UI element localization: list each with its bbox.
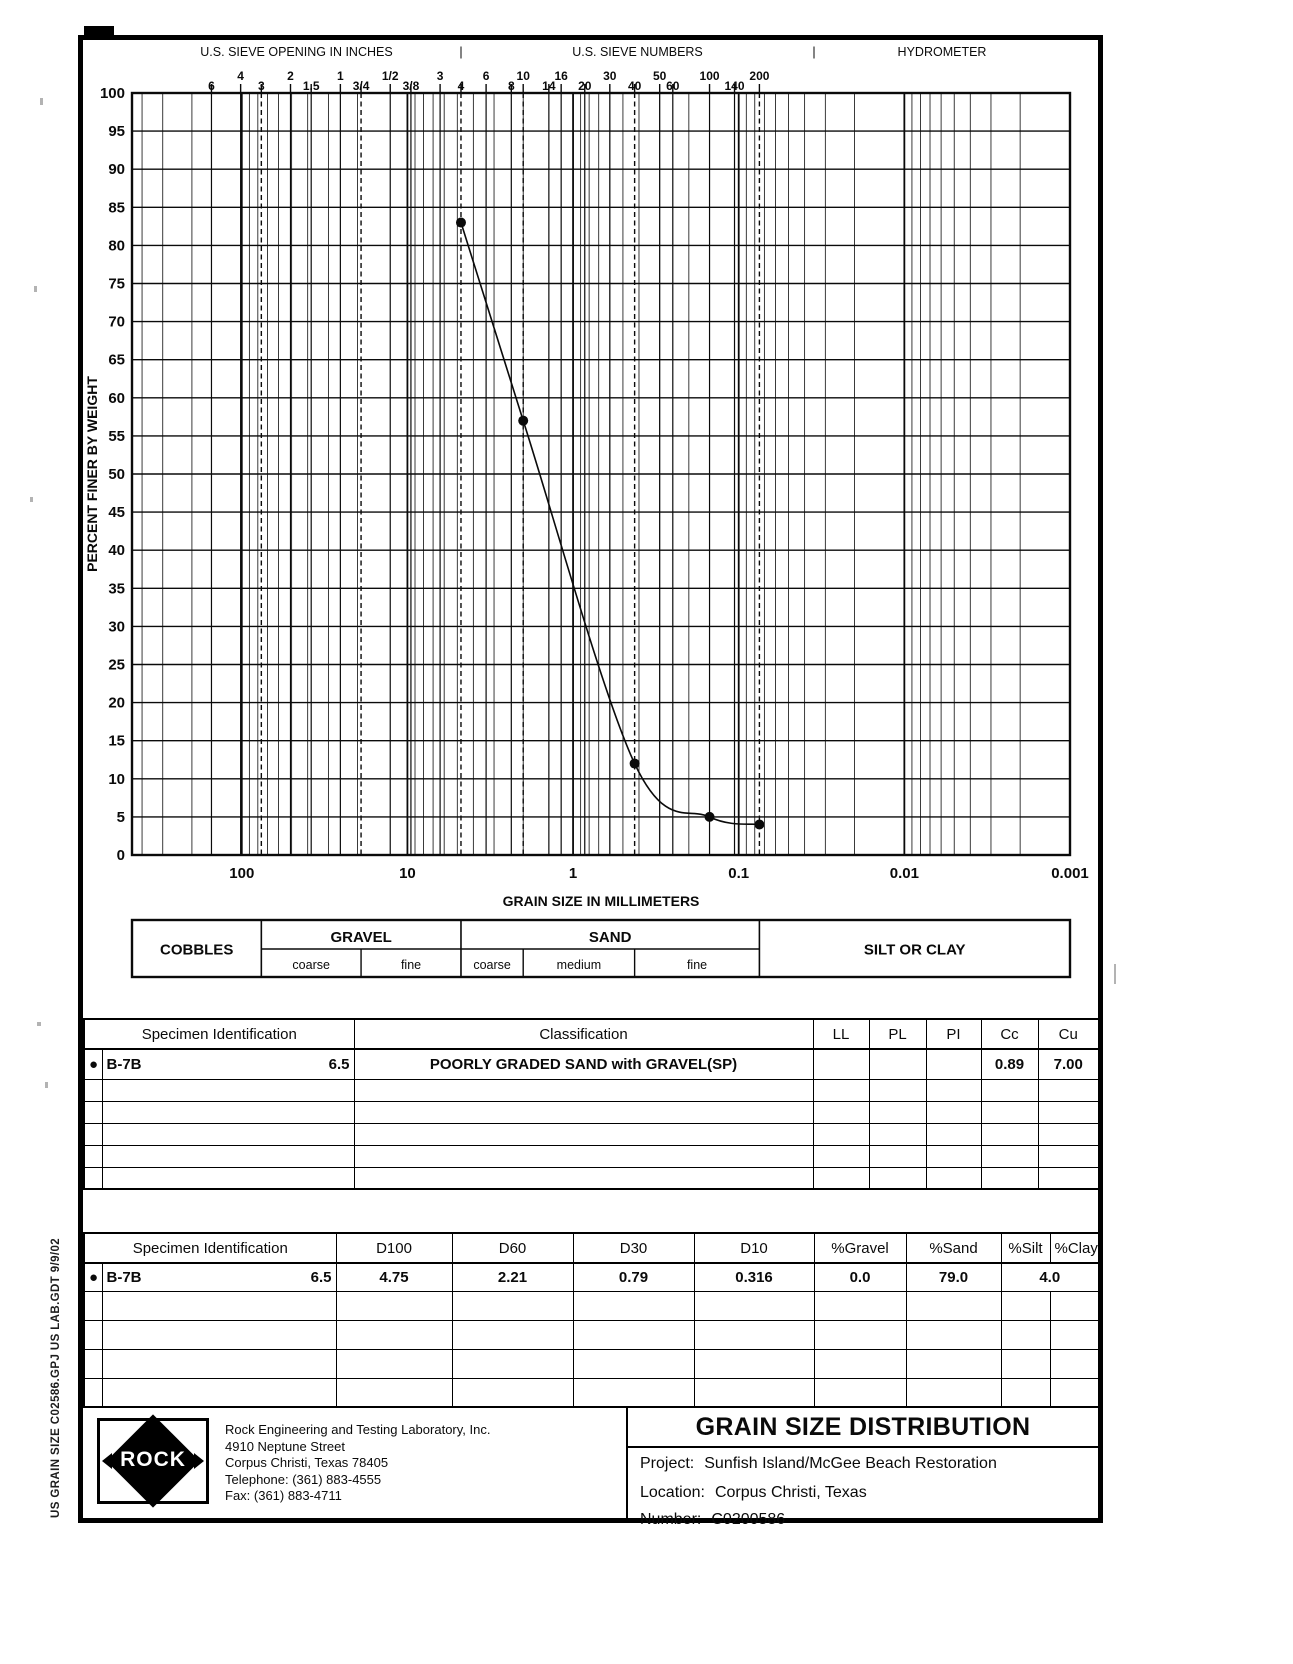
empty-cell [102,1145,354,1167]
empty-cell [102,1167,354,1189]
empty-cell [102,1349,336,1378]
empty-table-row [84,1101,1099,1123]
y-tick-label: 95 [108,123,125,141]
empty-table-row [84,1320,1099,1349]
cu-value: 7.00 [1038,1049,1099,1079]
y-tick-label: 70 [108,313,125,331]
empty-cell [694,1320,814,1349]
empty-cell [926,1167,981,1189]
sieve-tick-label: 140 [724,79,745,93]
project-value: Sunfish Island/McGee Beach Restoration [704,1455,997,1472]
empty-cell [869,1079,926,1101]
empty-cell [813,1145,869,1167]
empty-cell [926,1145,981,1167]
empty-cell [813,1167,869,1189]
col-d30: D30 [573,1233,694,1263]
sieve-tick-label: 6 [208,79,215,93]
col-classification: Classification [354,1019,813,1049]
company-block [83,1408,628,1518]
empty-cell [84,1079,102,1101]
cc-value: 0.89 [981,1049,1038,1079]
d100-value: 4.75 [336,1263,452,1291]
col-d60: D60 [452,1233,573,1263]
x-tick-label: 100 [229,865,255,882]
size-band-label: GRAVEL [330,929,392,946]
empty-cell [1038,1167,1099,1189]
empty-cell [814,1349,906,1378]
empty-cell [102,1101,354,1123]
sieve-tick-label: 3 [257,79,265,93]
empty-cell [1050,1320,1099,1349]
company-address [225,1422,490,1505]
logo-text: ROCK [120,1448,186,1472]
fines-percent-value: 4.0 [1001,1263,1099,1291]
empty-cell [336,1291,452,1320]
x-tick-label: 0.001 [1051,865,1089,882]
scan-artifact [30,497,33,502]
empty-cell [573,1378,694,1407]
sieve-tick-label: 200 [749,69,770,83]
title-block [83,1406,1098,1528]
data-point-marker [518,416,528,426]
empty-cell [573,1320,694,1349]
y-tick-label: 30 [108,618,125,636]
data-point-marker [456,218,466,228]
empty-cell [869,1167,926,1189]
company-telephone: Telephone: (361) 883-4555 [225,1471,382,1487]
y-tick-label: 90 [108,161,125,179]
empty-table-row [84,1291,1099,1320]
y-tick-label: 35 [108,580,125,598]
header-hydrometer-label: HYDROMETER [897,45,987,59]
col-d10: D10 [694,1233,814,1263]
x-tick-label: 0.01 [889,865,919,882]
empty-cell [981,1123,1038,1145]
empty-cell [981,1167,1038,1189]
header-sieve-numbers-label: U.S. SIEVE NUMBERS [572,45,703,59]
empty-cell [814,1291,906,1320]
sieve-tick-label: 1.5 [302,79,320,93]
empty-table-row [84,1145,1099,1167]
col-cc: Cc [981,1019,1038,1049]
classification-value: POORLY GRADED SAND with GRAVEL(SP) [354,1049,813,1079]
y-tick-label: 40 [108,542,125,560]
empty-cell [102,1291,336,1320]
page-title: GRAIN SIZE DISTRIBUTION [695,1413,1031,1441]
empty-cell [102,1123,354,1145]
empty-cell [813,1123,869,1145]
size-band-label: COBBLES [159,941,234,959]
edge-filename-text: US GRAIN SIZE C02586.GPJ US LAB.GDT 9/9/02 [50,1237,62,1518]
y-tick-label: 60 [108,389,125,407]
data-point-marker [754,820,764,830]
x-tick-label: 10 [399,865,416,882]
sieve-tick-label: 8 [507,79,515,93]
location-label: Location: [640,1484,705,1501]
company-street: 4910 Neptune Street [225,1438,345,1454]
ll-value [813,1049,869,1079]
header-separator: | [459,45,463,59]
sieve-tick-label: 4 [457,79,465,93]
empty-cell [694,1378,814,1407]
pl-value [869,1049,926,1079]
project-label: Project: [640,1455,695,1472]
sieve-tick-label: 2 [287,69,294,83]
empty-cell [1038,1079,1099,1101]
empty-cell [981,1079,1038,1101]
location-field [640,1484,867,1502]
col-ll: LL [813,1019,869,1049]
col-cu: Cu [1038,1019,1099,1049]
sieve-tick-label: 10 [516,69,530,83]
specimen-id: B-7B [106,1268,142,1286]
data-point-marker [705,812,715,822]
company-fax: Fax: (361) 883-4711 [225,1488,342,1503]
empty-cell [354,1145,813,1167]
empty-cell [814,1320,906,1349]
col-pl: PL [869,1019,926,1049]
header-sieve-inches-label: U.S. SIEVE OPENING IN INCHES [200,45,393,59]
y-tick-label: 5 [116,808,125,826]
empty-cell [102,1378,336,1407]
col-silt: %Silt [1001,1233,1050,1263]
empty-cell [354,1079,813,1101]
empty-cell [452,1320,573,1349]
y-tick-label: 55 [108,427,125,445]
empty-cell [1050,1349,1099,1378]
col-d100: D100 [336,1233,452,1263]
sieve-tick-label: 4 [237,69,244,83]
empty-cell [84,1291,102,1320]
sieve-tick-label: 40 [627,79,642,93]
empty-cell [1001,1320,1050,1349]
empty-cell [1001,1349,1050,1378]
empty-table-row [84,1167,1099,1189]
empty-cell [452,1349,573,1378]
y-tick-label: 75 [108,275,125,293]
grain-size-chart [83,40,1098,990]
gravel-percent-value: 0.0 [814,1263,906,1291]
y-axis-title: PERCENT FINER BY WEIGHT [84,376,100,572]
empty-table-row [84,1349,1099,1378]
size-band-label: SAND [588,929,632,946]
d10-value: 0.316 [694,1263,814,1291]
empty-cell [813,1079,869,1101]
scan-artifact [1114,964,1116,984]
size-band-label: SILT OR CLAY [863,941,966,959]
empty-cell [84,1101,102,1123]
empty-cell [336,1320,452,1349]
empty-cell [906,1349,1001,1378]
empty-cell [981,1101,1038,1123]
sieve-tick-label: 50 [653,69,667,83]
data-point-marker [630,759,640,769]
empty-cell [926,1101,981,1123]
y-tick-label: 65 [108,351,125,369]
header-separator: | [812,45,816,59]
series-marker-symbol: ● [84,1049,102,1079]
sand-percent-value: 79.0 [906,1263,1001,1291]
gradation-table [83,1232,1100,1408]
d60-value: 2.21 [452,1263,573,1291]
empty-table-row [84,1378,1099,1407]
empty-cell [84,1378,102,1407]
empty-cell [84,1320,102,1349]
scan-artifact [40,98,43,105]
size-band-sub-label: fine [686,958,708,972]
empty-cell [813,1101,869,1123]
report-info-block [628,1408,1098,1528]
sieve-tick-label: 6 [482,69,490,83]
gradation-header-row [84,1233,1099,1263]
col-gravel: %Gravel [814,1233,906,1263]
y-tick-label: 0 [116,847,125,864]
classification-header-row [84,1019,1099,1049]
empty-cell [336,1349,452,1378]
empty-cell [906,1378,1001,1407]
y-tick-label: 45 [108,504,125,522]
number-value: C0200586 [711,1511,786,1528]
x-tick-label: 1 [568,865,578,882]
empty-cell [573,1349,694,1378]
empty-cell [354,1101,813,1123]
empty-cell [354,1123,813,1145]
col-clay: %Clay [1050,1233,1099,1263]
empty-cell [869,1145,926,1167]
empty-cell [84,1145,102,1167]
empty-cell [1001,1378,1050,1407]
empty-table-row [84,1079,1099,1101]
empty-cell [1050,1378,1099,1407]
sieve-tick-label: 3 [436,69,444,83]
sieve-tick-label: 1/2 [381,69,399,83]
empty-table-row [84,1123,1099,1145]
empty-cell [926,1079,981,1101]
empty-cell [1050,1291,1099,1320]
size-band-sub-label: coarse [292,958,330,972]
empty-cell [981,1145,1038,1167]
scan-artifact [45,1082,48,1088]
empty-cell [694,1349,814,1378]
empty-cell [869,1101,926,1123]
specimen-cell [102,1049,354,1079]
empty-cell [84,1349,102,1378]
sieve-tick-label: 100 [699,69,720,83]
empty-cell [452,1378,573,1407]
empty-cell [452,1291,573,1320]
empty-cell [814,1378,906,1407]
x-tick-label: 0.1 [728,865,750,882]
report-sheet [78,35,1103,1528]
empty-cell [102,1320,336,1349]
empty-cell [906,1291,1001,1320]
project-field [640,1455,997,1473]
number-label: Number: [640,1511,702,1528]
number-field [640,1511,785,1529]
x-axis-title: GRAIN SIZE IN MILLIMETERS [502,893,700,909]
empty-cell [1038,1145,1099,1167]
y-tick-label: 15 [108,732,125,750]
specimen-cell [102,1263,336,1291]
empty-cell [1038,1101,1099,1123]
empty-cell [84,1167,102,1189]
col-specimen-identification: Specimen Identification [84,1233,336,1263]
classification-table [83,1018,1100,1190]
empty-cell [102,1079,354,1101]
specimen-id: B-7B [106,1055,142,1073]
col-pi: PI [926,1019,981,1049]
sieve-tick-label: 1 [337,69,344,83]
specimen-depth: 6.5 [310,1268,332,1286]
series-marker-symbol: ● [84,1263,102,1291]
table-row [84,1263,1099,1291]
table-row [84,1049,1099,1079]
empty-cell [869,1123,926,1145]
y-tick-label: 50 [108,466,125,483]
y-tick-label: 85 [108,199,125,217]
size-band-sub-label: medium [556,958,602,972]
scan-artifact [34,286,37,292]
sieve-tick-label: 16 [554,69,568,83]
sieve-tick-label: 30 [603,69,617,83]
sieve-tick-label: 60 [666,79,680,93]
empty-cell [573,1291,694,1320]
empty-cell [354,1167,813,1189]
col-sand: %Sand [906,1233,1001,1263]
size-band-sub-label: fine [400,958,422,972]
empty-cell [926,1123,981,1145]
y-tick-label: 100 [99,85,125,102]
rock-logo [97,1418,209,1504]
y-tick-label: 25 [108,656,125,674]
empty-cell [1001,1291,1050,1320]
d30-value: 0.79 [573,1263,694,1291]
empty-cell [906,1320,1001,1349]
report-title-bar [628,1408,1098,1448]
empty-cell [694,1291,814,1320]
empty-cell [1038,1123,1099,1145]
y-tick-label: 80 [108,237,125,255]
empty-cell [336,1378,452,1407]
col-specimen-identification: Specimen Identification [84,1019,354,1049]
sieve-tick-label: 3/4 [352,79,370,93]
y-tick-label: 20 [108,694,125,712]
size-band-sub-label: coarse [473,958,511,972]
specimen-depth: 6.5 [328,1055,350,1073]
empty-cell [84,1123,102,1145]
sieve-tick-label: 14 [542,79,556,93]
location-value: Corpus Christi, Texas [714,1484,867,1501]
sieve-tick-label: 20 [578,79,592,93]
pi-value [926,1049,981,1079]
scan-artifact [37,1022,41,1026]
company-name: Rock Engineering and Testing Laboratory, Inc. [225,1422,491,1437]
company-city: Corpus Christi, Texas 78405 [225,1455,389,1470]
sieve-tick-label: 3/8 [402,79,420,93]
y-tick-label: 10 [108,770,125,788]
